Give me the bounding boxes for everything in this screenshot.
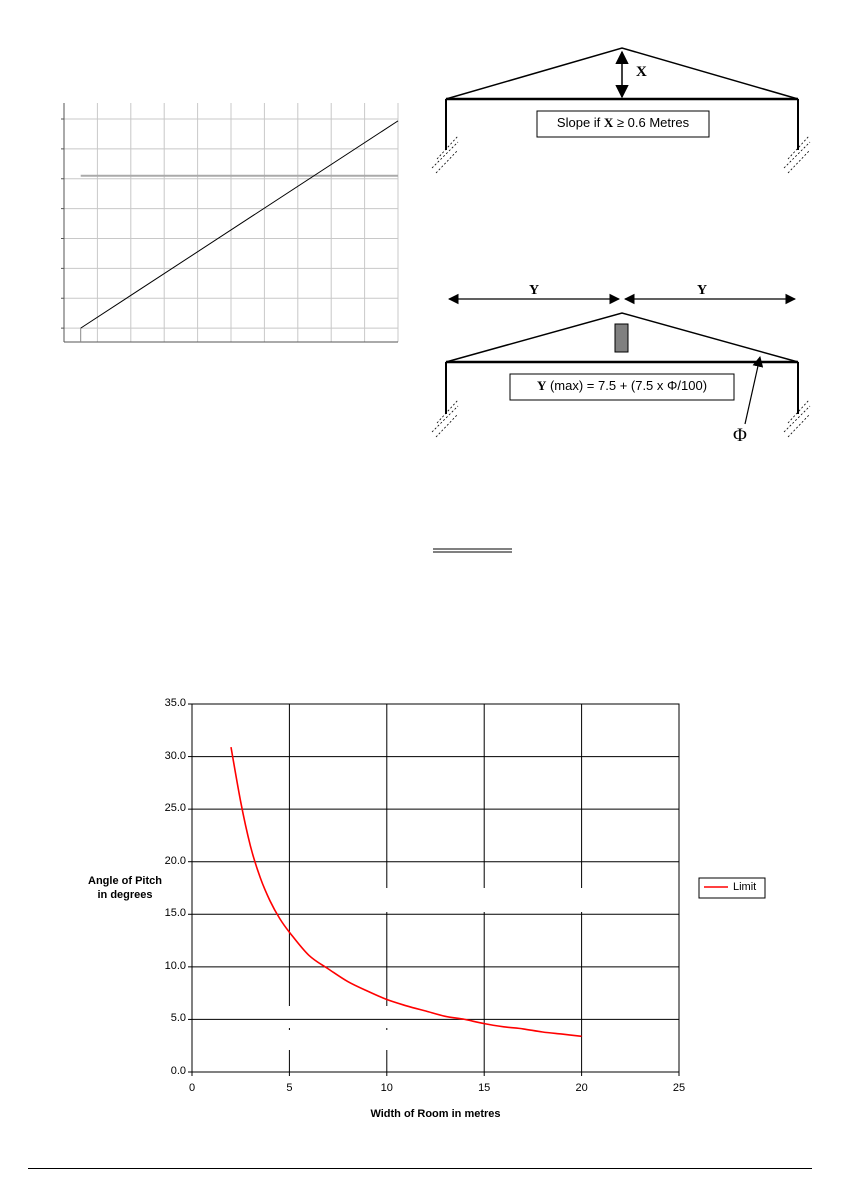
y-axis-title-line-2: in degrees [97, 889, 153, 901]
x-dimension-label: X [636, 64, 647, 80]
right-span-label: Y [697, 283, 708, 298]
y-tick-label: 15.0 [164, 907, 186, 920]
left-span-label: Y [529, 283, 540, 298]
y-tick-label: 0.0 [170, 1065, 186, 1077]
y-tick-label: 10.0 [164, 959, 186, 972]
y-tick-label: 30.0 [164, 749, 186, 762]
y-axis-title-line-1: Angle of Pitch [88, 875, 162, 887]
angle-label: Φ [733, 425, 747, 446]
legend-label-limit: Limit [733, 881, 757, 893]
y-axis-title [66, 874, 184, 902]
x-tick-label: 10 [380, 1082, 393, 1094]
x-tick-label: 5 [286, 1082, 293, 1094]
y-tick-label: 25.0 [164, 802, 186, 815]
y-tick-label: 35.0 [164, 697, 186, 709]
y-tick-label: 5.0 [170, 1012, 186, 1025]
x-tick-label: 15 [478, 1082, 491, 1094]
footer-rule [28, 1168, 812, 1169]
slope-condition-var: X [603, 115, 614, 130]
x-tick-label: 0 [188, 1082, 196, 1094]
formula-var: Y [536, 378, 547, 393]
x-tick-label: 25 [672, 1082, 686, 1094]
x-axis-title: Width of Room in metres [370, 1108, 501, 1120]
x-tick-label: 20 [575, 1082, 588, 1094]
slope-condition-prefix: Slope if [556, 115, 604, 130]
y-tick-label: 20.0 [164, 854, 186, 867]
formula-rest: (max) = 7.5 + (7.5 x Φ/100) [546, 378, 708, 393]
slope-condition-suffix: ≥ 0.6 Metres [613, 115, 690, 130]
